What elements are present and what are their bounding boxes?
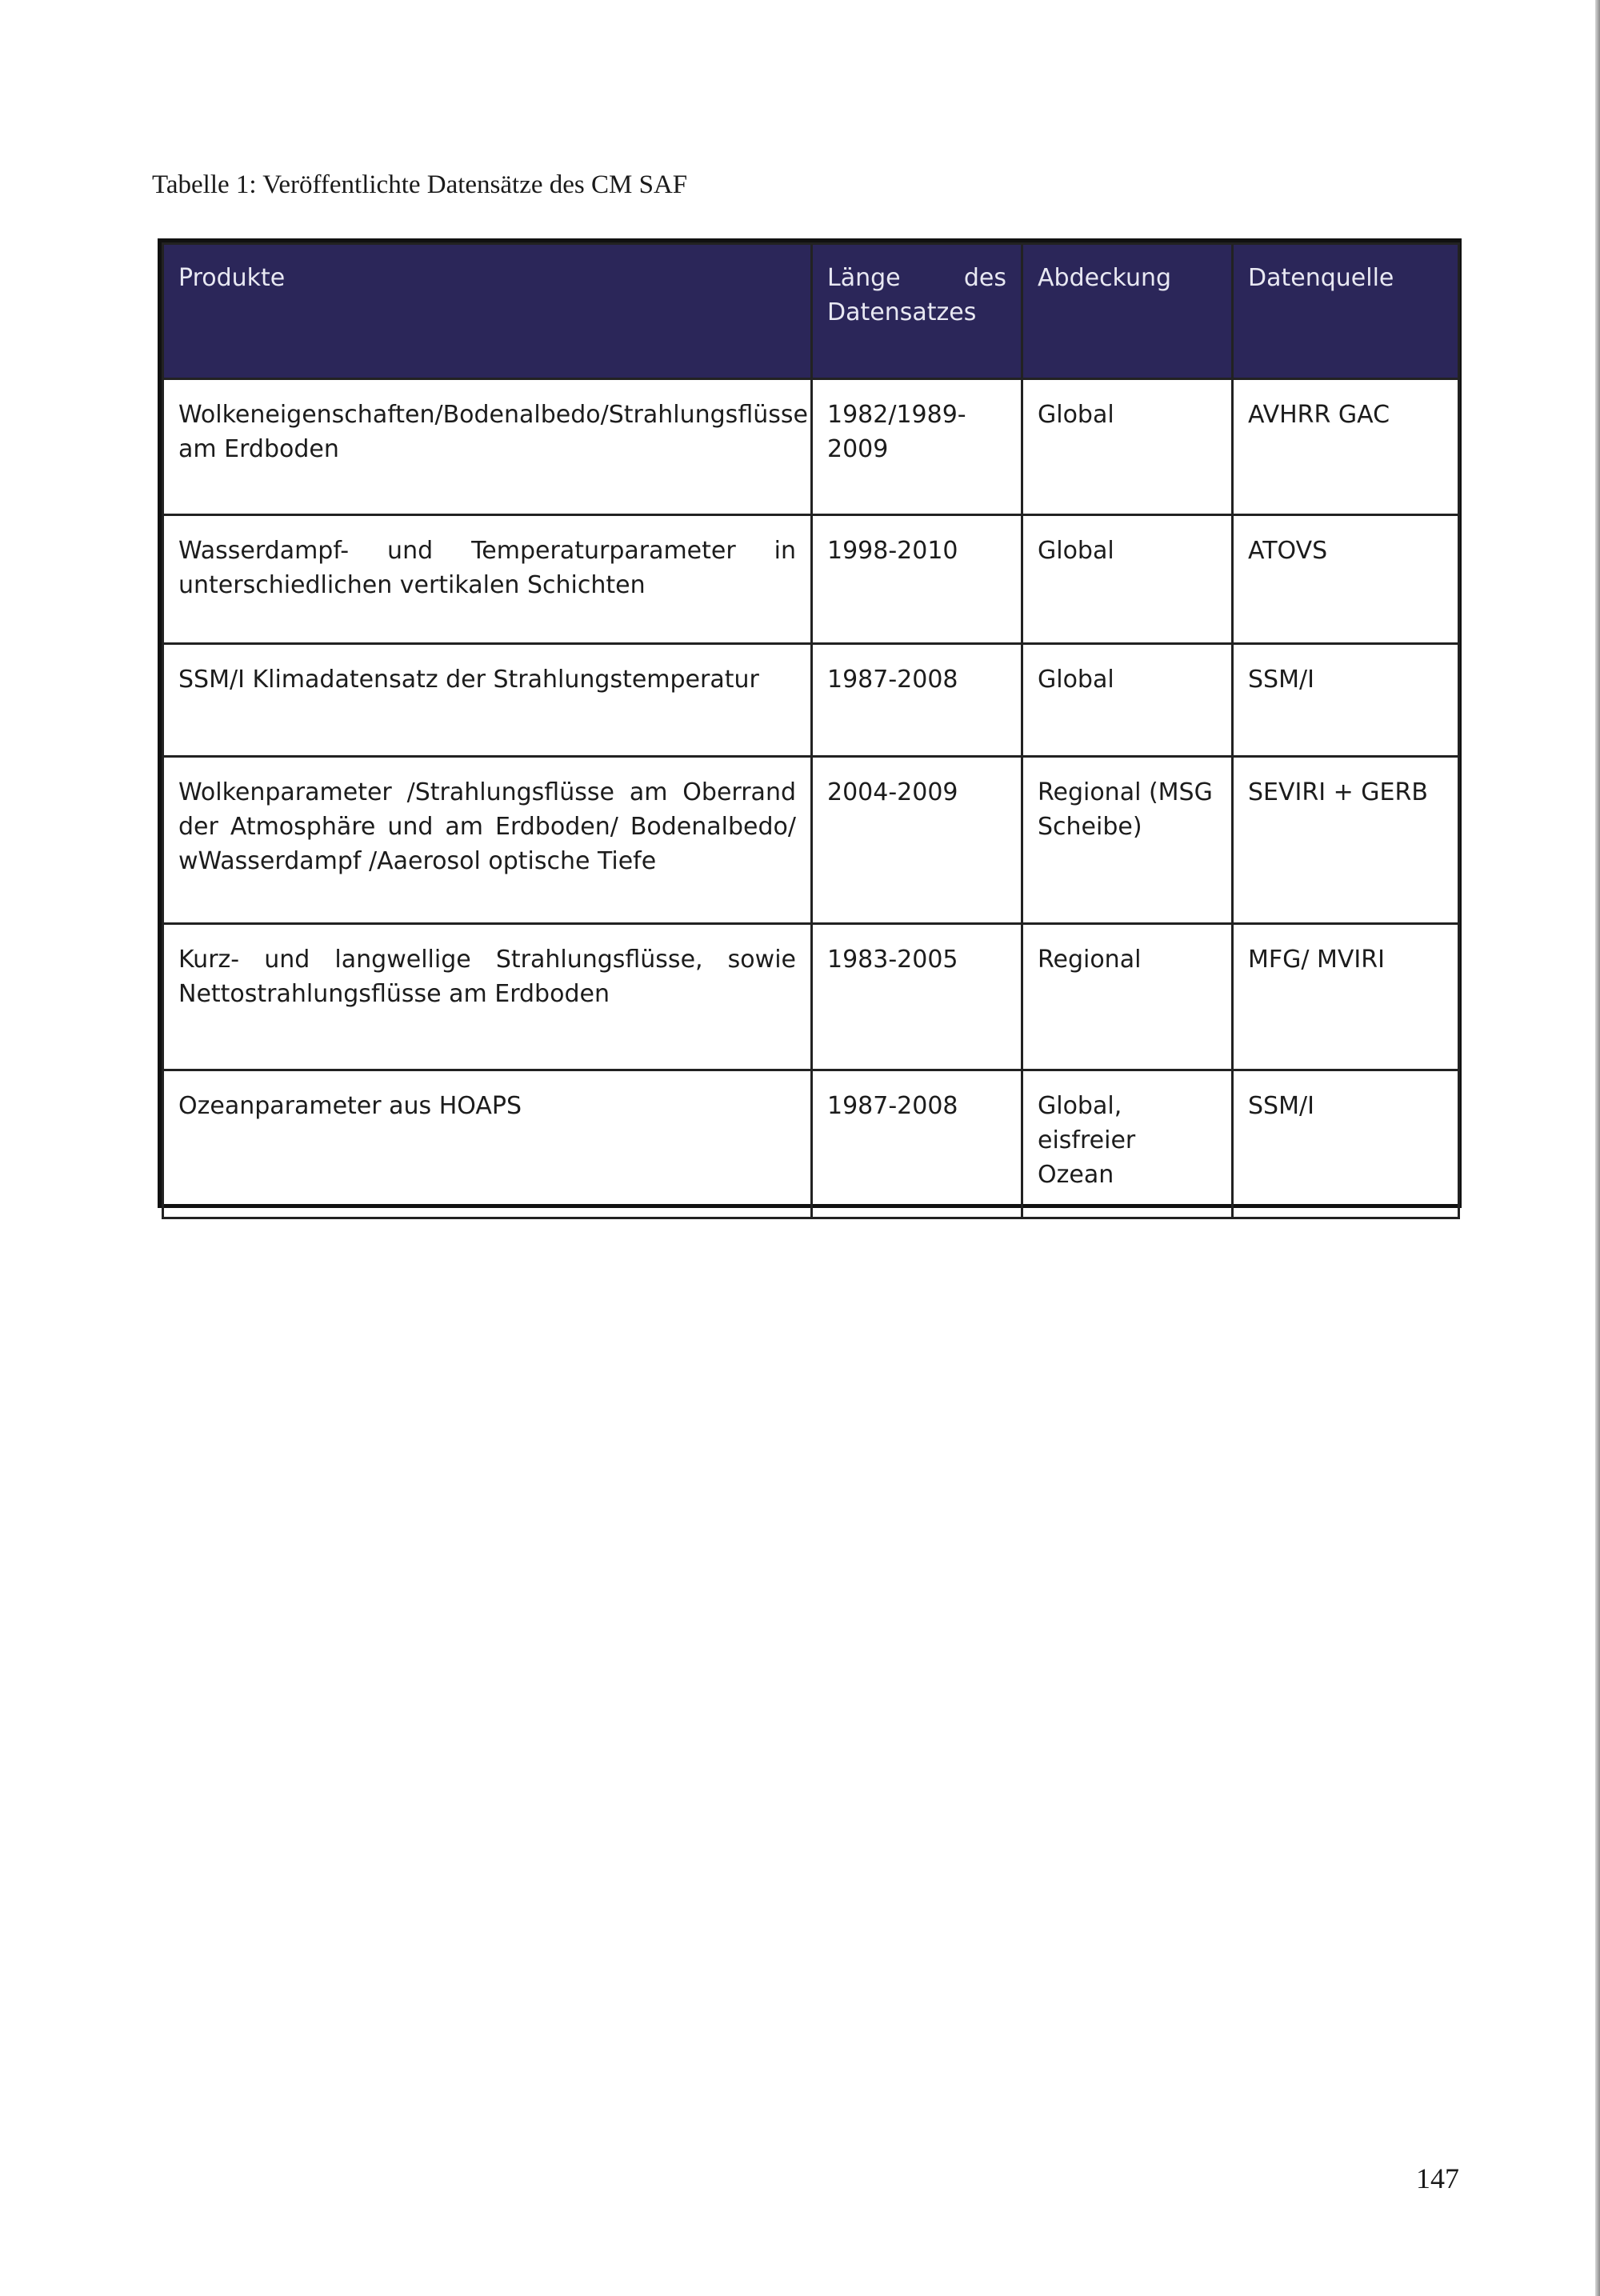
header-laenge: Länge des Datensatzes — [812, 244, 1022, 379]
cell-laenge: 1983-2005 — [812, 924, 1022, 1070]
cell-produkte: Ozeanparameter aus HOAPS — [163, 1070, 812, 1218]
header-abdeckung: Abdeckung — [1022, 244, 1233, 379]
cell-produkte: Wasserdampf- und Temperaturparameter in unterschiedlichen vertikalen Schichten — [163, 515, 812, 644]
table-row — [163, 379, 1459, 515]
datasets-table — [162, 242, 1460, 1219]
cell-datenquelle: AVHRR GAC — [1233, 379, 1459, 515]
cell-produkte: SSM/I Klimadatensatz der Strahlungstemperatur — [163, 644, 812, 757]
cell-laenge: 2004-2009 — [812, 757, 1022, 924]
cell-abdeckung: Global, eisfreier Ozean — [1022, 1070, 1233, 1218]
table-row — [163, 757, 1459, 924]
table-header-row — [163, 244, 1459, 379]
cell-produkte: Wolkenparameter /Strahlungsflüsse am Oberrand der Atmosphäre und am Erdboden/ Bodenalbedo/ wWasserdampf /Aaerosol optische Tiefe — [163, 757, 812, 924]
cell-laenge: 1982/1989-2009 — [812, 379, 1022, 515]
cell-laenge: 1998-2010 — [812, 515, 1022, 644]
cell-datenquelle: MFG/ MVIRI — [1233, 924, 1459, 1070]
cell-datenquelle: SSM/I — [1233, 1070, 1459, 1218]
cell-datenquelle: SEVIRI + GERB — [1233, 757, 1459, 924]
cell-abdeckung: Global — [1022, 644, 1233, 757]
header-datenquelle: Datenquelle — [1233, 244, 1459, 379]
cell-abdeckung: Regional — [1022, 924, 1233, 1070]
cell-laenge: 1987-2008 — [812, 644, 1022, 757]
datasets-table-frame — [158, 238, 1462, 1208]
table-row — [163, 644, 1459, 757]
cell-abdeckung: Global — [1022, 515, 1233, 644]
table-row — [163, 1070, 1459, 1218]
header-produkte: Produkte — [163, 244, 812, 379]
cell-produkte: Kurz- und langwellige Strahlungsflüsse, sowie Nettostrahlungsflüsse am Erdboden — [163, 924, 812, 1070]
table-caption: Tabelle 1: Veröffentlichte Datensätze des CM SAF — [152, 170, 688, 199]
cell-abdeckung: Regional (MSG Scheibe) — [1022, 757, 1233, 924]
table-row — [163, 924, 1459, 1070]
page-edge-shadow — [1595, 0, 1600, 2296]
cell-abdeckung: Global — [1022, 379, 1233, 515]
cell-laenge: 1987-2008 — [812, 1070, 1022, 1218]
cell-datenquelle: ATOVS — [1233, 515, 1459, 644]
cell-datenquelle: SSM/I — [1233, 644, 1459, 757]
page-number: 147 — [1416, 2162, 1459, 2194]
table-row — [163, 515, 1459, 644]
cell-produkte: Wolkeneigenschaften/Bodenalbedo/Strahlungsflüsse am Erdboden — [163, 379, 812, 515]
